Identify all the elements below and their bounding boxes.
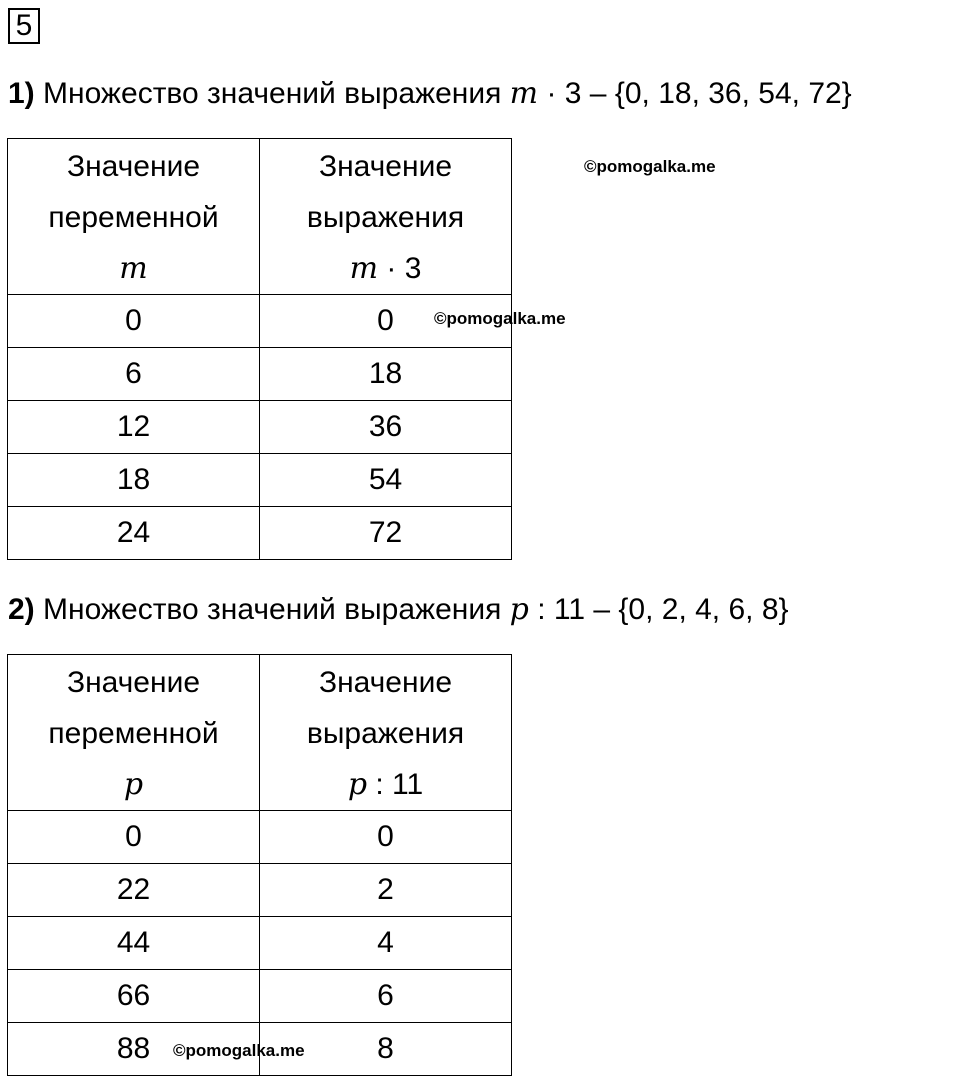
- header-variable: m: [119, 251, 148, 286]
- part1-text-after: · 3 – {0, 18, 36, 54, 72}: [538, 77, 852, 110]
- part2-text-before: Множество значений выражения: [43, 593, 510, 626]
- part2-col1-header: [8, 655, 260, 811]
- table-header-row: [8, 655, 512, 811]
- table-cell: 4: [260, 917, 512, 970]
- header-variable: p: [347, 767, 368, 802]
- part2-table: [7, 654, 512, 1076]
- header-operation: · 3: [378, 252, 422, 285]
- table-row: [8, 454, 512, 507]
- part1-table: [7, 138, 512, 560]
- table-cell: 0: [260, 295, 512, 348]
- header-expression: [260, 243, 511, 294]
- table-cell: 44: [8, 917, 260, 970]
- part1-number: 1): [8, 77, 35, 110]
- header-line: выражения: [306, 201, 465, 234]
- part2-number: 2): [8, 593, 35, 626]
- table-cell: 6: [260, 970, 512, 1023]
- table-cell: 0: [8, 295, 260, 348]
- header-line: Значение: [318, 150, 453, 183]
- table-header-row: [8, 139, 512, 295]
- table-cell: 6: [8, 348, 260, 401]
- table-cell: 54: [260, 454, 512, 507]
- table-cell: 8: [260, 1023, 512, 1076]
- table-cell: 18: [8, 454, 260, 507]
- table-row: [8, 917, 512, 970]
- watermark: ©pomogalka.me: [434, 309, 566, 328]
- part1-col2-header: [260, 139, 512, 295]
- header-line: Значение: [318, 666, 453, 699]
- part2-text-after: : 11 – {0, 2, 4, 6, 8}: [528, 593, 789, 626]
- table-cell: 88: [8, 1023, 260, 1076]
- table-cell: 66: [8, 970, 260, 1023]
- table-cell: 0: [8, 811, 260, 864]
- part1-variable: m: [509, 76, 539, 111]
- header-line: Значение: [66, 666, 201, 699]
- header-line: переменной: [48, 201, 219, 234]
- part2-variable: p: [509, 592, 529, 627]
- part2-col2-header: [260, 655, 512, 811]
- watermark: ©pomogalka.me: [173, 1041, 305, 1060]
- header-operation: : 11: [367, 768, 424, 801]
- table-cell: 24: [8, 507, 260, 560]
- part2-heading: [8, 592, 789, 628]
- table-cell: 18: [260, 348, 512, 401]
- table-cell: 12: [8, 401, 260, 454]
- table-cell: 0: [260, 811, 512, 864]
- header-variable: m: [349, 251, 379, 286]
- header-line: Значение: [66, 150, 201, 183]
- part1-text-before: Множество значений выражения: [43, 77, 510, 110]
- header-expression: [260, 759, 511, 810]
- table-row: [8, 348, 512, 401]
- header-line: переменной: [48, 717, 219, 750]
- task-number-box: 5: [8, 8, 40, 44]
- part1-col1-header: [8, 139, 260, 295]
- table-row: [8, 507, 512, 560]
- watermark: ©pomogalka.me: [584, 157, 716, 176]
- header-variable: p: [123, 767, 144, 802]
- table-cell: 36: [260, 401, 512, 454]
- table-row: [8, 401, 512, 454]
- table-row: [8, 864, 512, 917]
- table-cell: 72: [260, 507, 512, 560]
- table-row: [8, 970, 512, 1023]
- part1-heading: [8, 76, 852, 112]
- table-cell: 22: [8, 864, 260, 917]
- table-cell: 2: [260, 864, 512, 917]
- table-row: [8, 811, 512, 864]
- header-line: выражения: [306, 717, 465, 750]
